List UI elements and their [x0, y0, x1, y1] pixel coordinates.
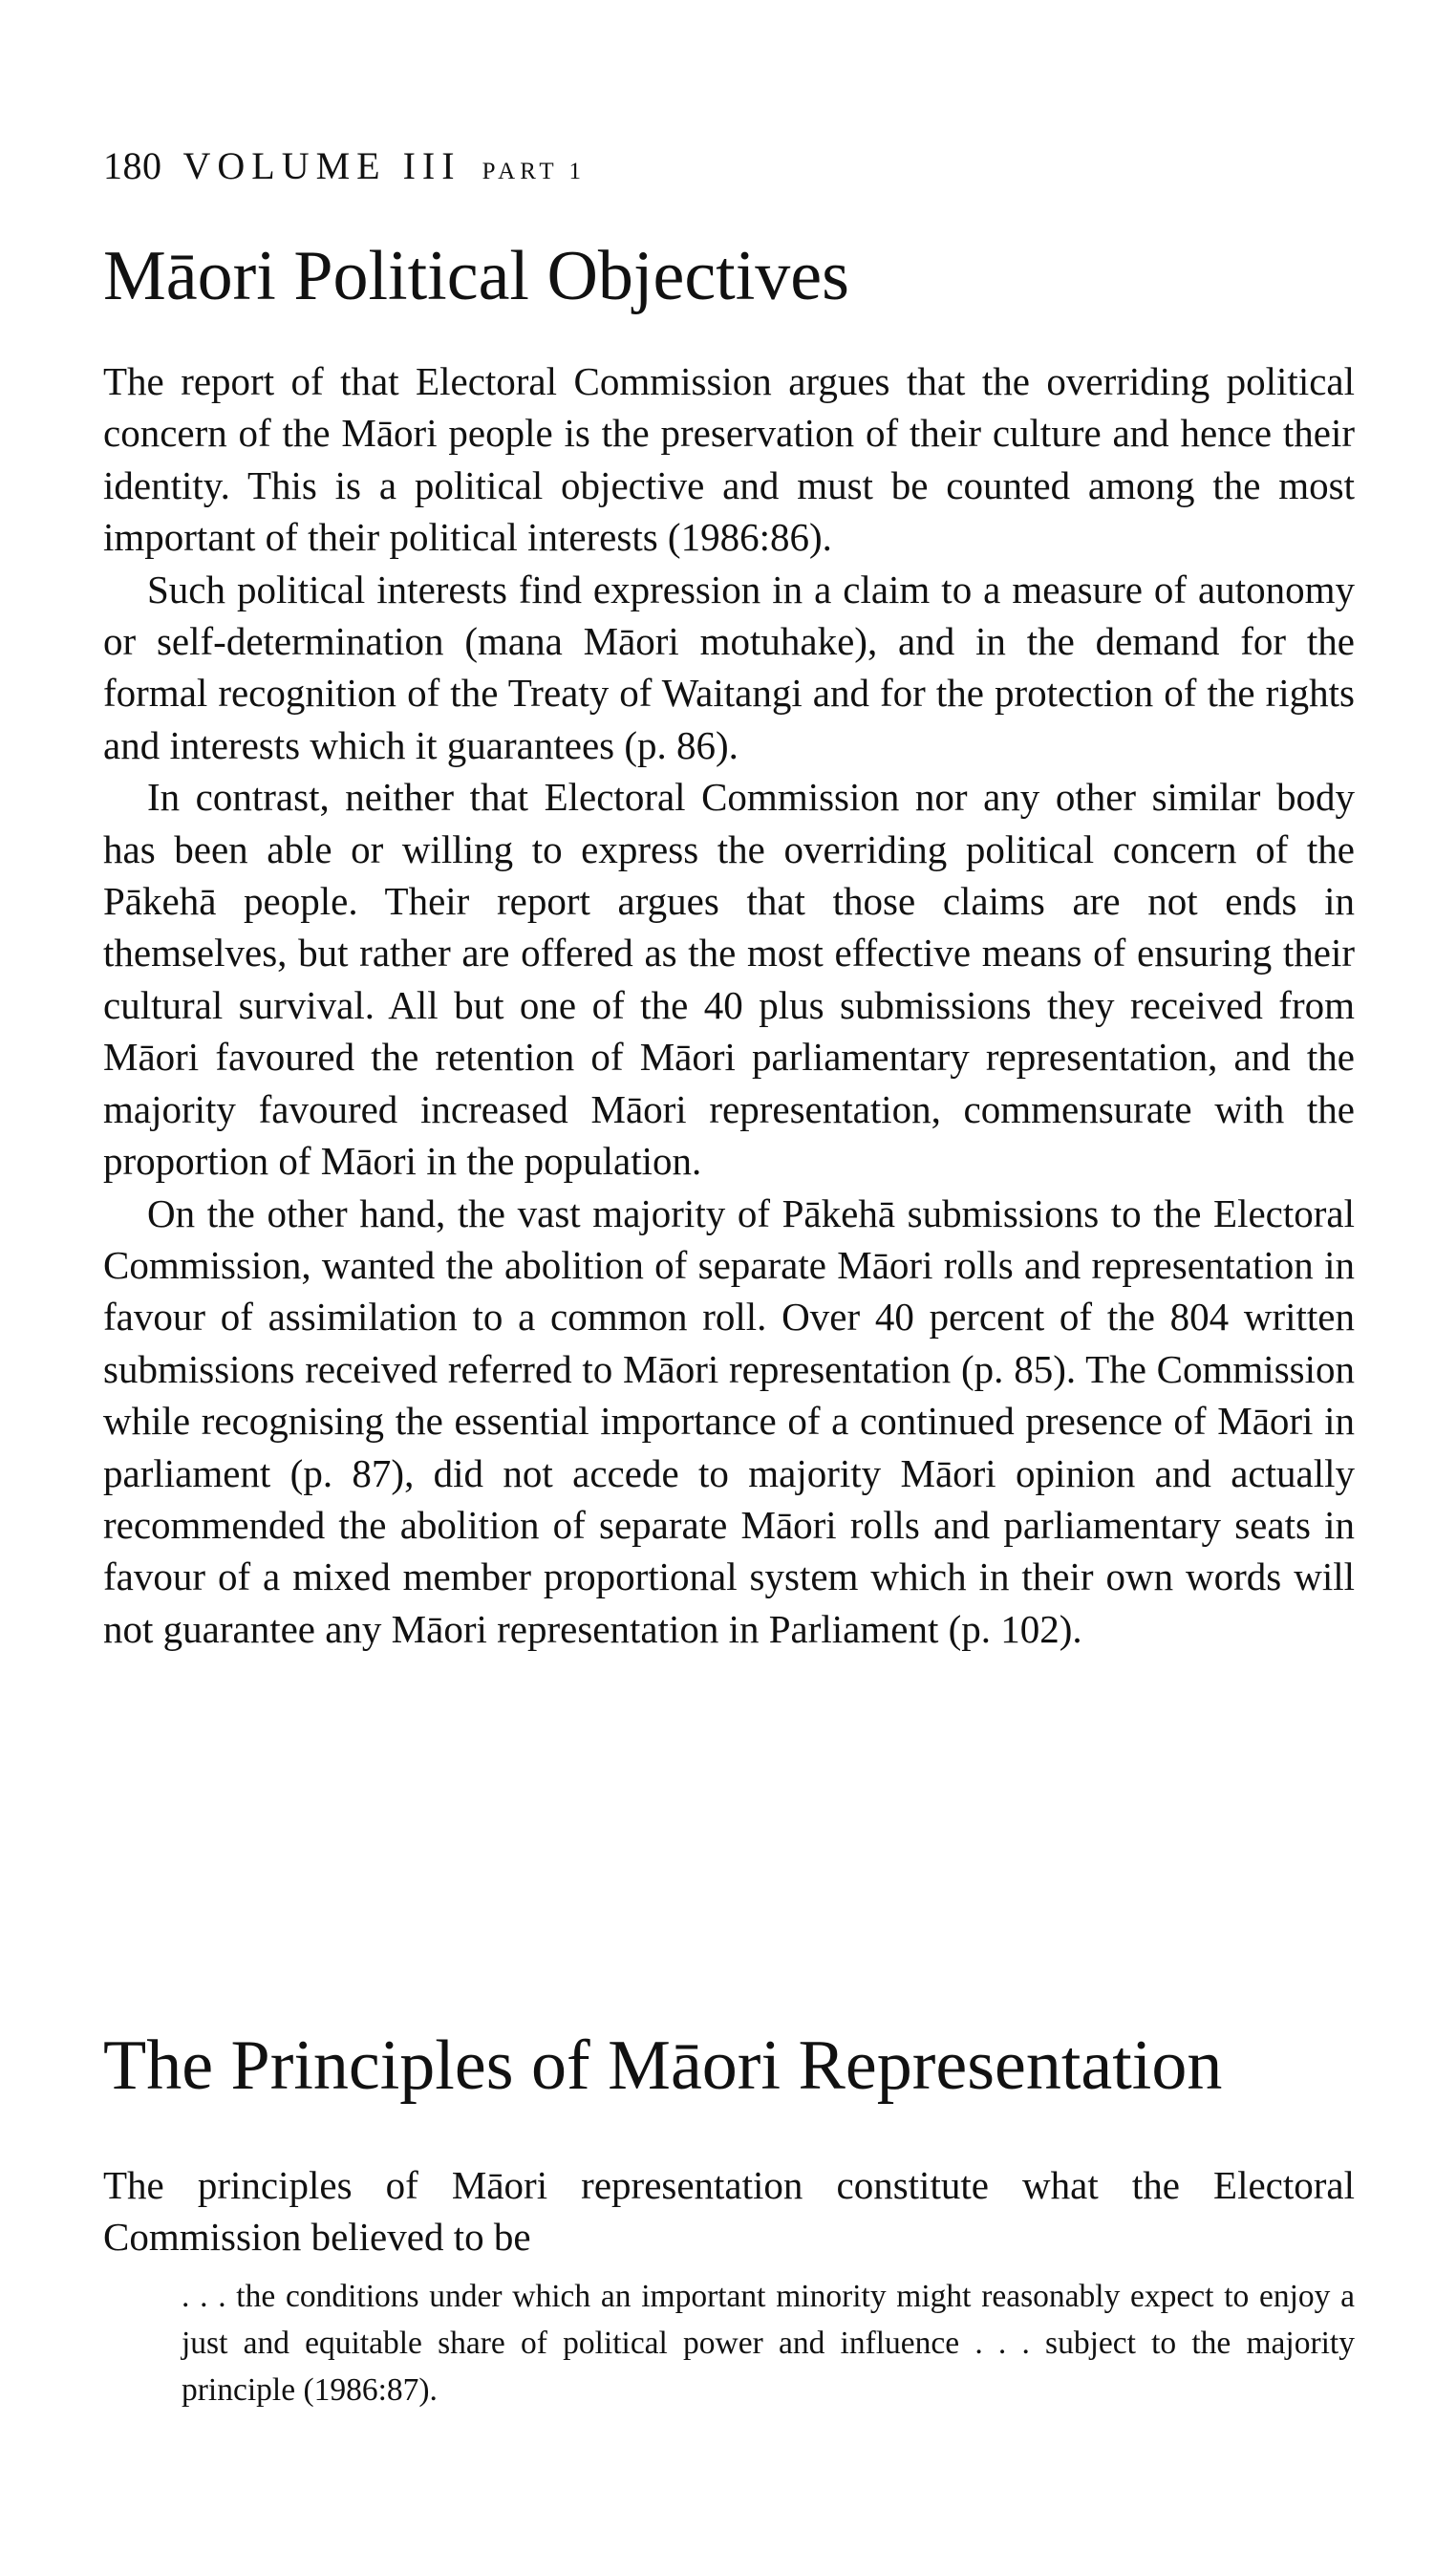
section-heading-principles-representation: The Principles of Māori Representation — [103, 2026, 1223, 2105]
section-principles-representation — [103, 2159, 1355, 2413]
paragraph: Such political interests find expression in a claim to a measure of autonomy or self-determination (mana Māori motuhake), and in the demand for the formal recognition of the Treaty of Waitangi and for the protection of the rights and interests which it guarantees (p. 86). — [103, 567, 1355, 767]
volume-label: VOLUME III — [182, 144, 461, 187]
paragraph: On the other hand, the vast majority of Pākehā submissions to the Electoral Commission, wanted the abolition of separate Māori rolls and representation in favour of assimilation to a common roll. Over 40 percent of the 804 written submissions received referred to Māori representation (p. 85). The Commission while recognising the essential importance of a continued presence of Māori in parliament (p. 87), did not accede to majority Māori opinion and actually recommended the abolition of separate Māori rolls and parliamentary seats in favour of a mixed member proportional system which in their own words will not guarantee any Māori representation in Parliament (p. 102). — [103, 1190, 1355, 1651]
section-heading-political-objectives: Māori Political Objectives — [103, 237, 849, 315]
section-political-objectives — [103, 355, 1355, 1655]
block-quote: . . . the conditions under which an important minority might reasonably expect to enjoy a just and equitable share of political power and influence . . . subject to the majority principle (1986:87). — [182, 2278, 1355, 2408]
part-label: PART 1 — [482, 159, 586, 184]
paragraph: In contrast, neither that Electoral Commission nor any other similar body has been able or willing to express the overriding political concern of the Pākehā people. Their report argues that those claims are not ends in themselves, but rather are offered as the most effective means of ensuring their cultural survival. All but one of the 40 plus submissions they received from Māori favoured the retention of Māori parliamentary representation, and the majority favoured increased Māori representation, commensurate with the proportion of Māori in the population. — [103, 775, 1355, 1184]
running-head — [103, 143, 586, 188]
page-number: 180 — [103, 144, 162, 187]
paragraph: The principles of Māori representation constitute what the Electoral Commission believed to be — [103, 2163, 1355, 2260]
paragraph: The report of that Electoral Commission argues that the overriding political concern of the Māori people is the preservation of their culture and hence their identity. This is a political objective and must be counted among the most important of their political interests (1986:86). — [103, 359, 1355, 560]
